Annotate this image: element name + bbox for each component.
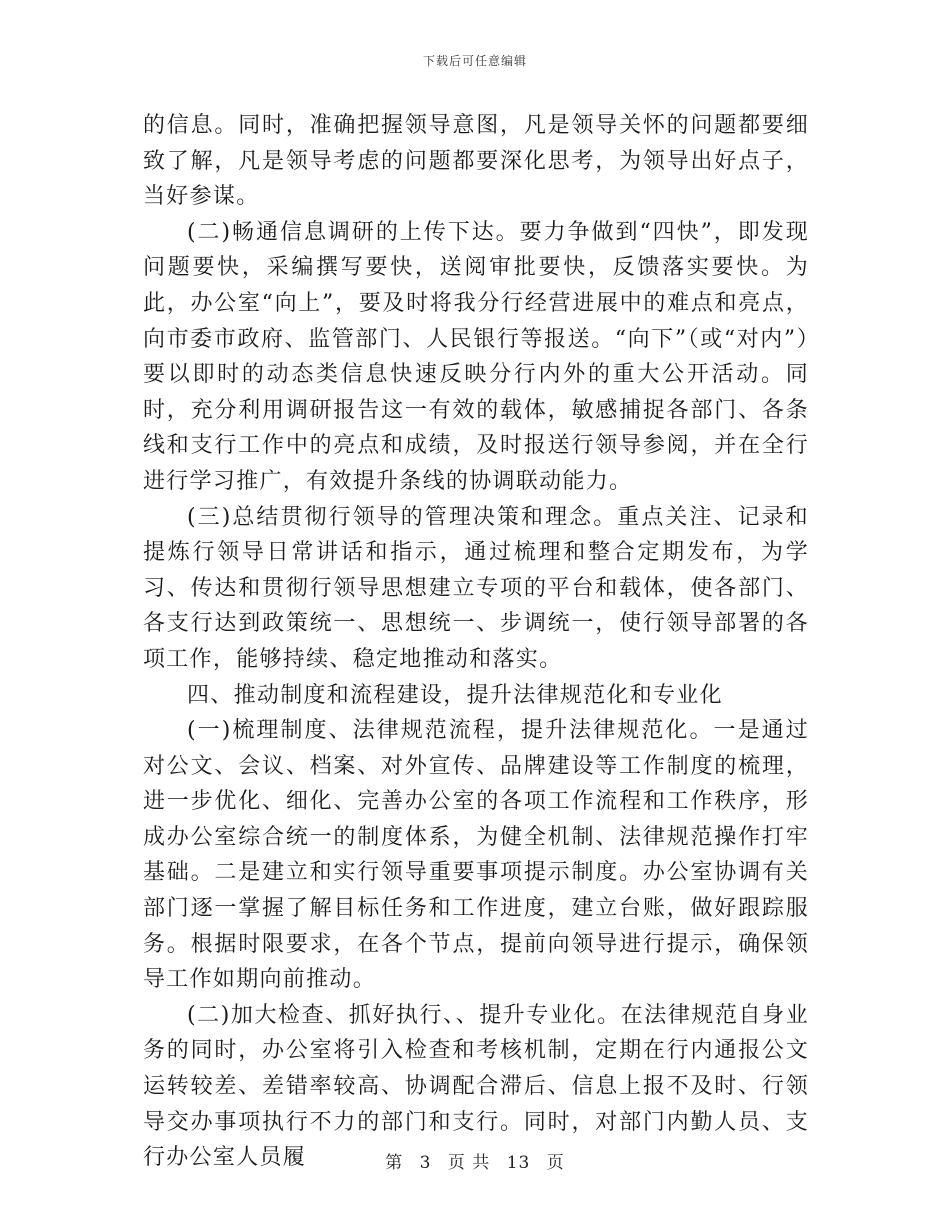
- paragraph-section4-item-1: (一)梳理制度、法律规范流程，提升法律规范化。一是通过对公文、会议、档案、对外宣传、品牌建设等工作制度的梳理，进一步优化、细化、完善办公室的各项工作流程和工作秩序，形成办公室综合统一的制度体系，为健全机制、法律规范操作打牢基础。二是建立和实行领导重要事项提示制度。办公室协调有关部门逐一掌握了解目标任务和工作进度，建立台账，做好跟踪服务。根据时限要求，在各个节点，提前向领导进行提示，确保领导工作如期向前推动。: [143, 718, 809, 993]
- paragraph-section4-item-2: (二)加大检查、抓好执行、、提升专业化。在法律规范自身业务的同时，办公室将引入检查和考核机制，定期在行内通报公文运转较差、差错率较高、协调配合滞后、信息上报不及时、行领导交办事项执行不力的部门和支行。同时，对部门内勤人员、支行办公室人员履: [143, 1002, 809, 1171]
- paragraph-continuation: 的信息。同时，准确把握领导意图，凡是领导关怀的问题都要细致了解，凡是领导考虑的问题都要深化思考，为领导出好点子，当好参谋。: [143, 113, 809, 210]
- total-page-count: 13: [506, 1153, 531, 1173]
- paragraph-item-2: (二)畅通信息调研的上传下达。要力争做到“四快”，即发现问题要快，采编撰写要快，送阅审批要快，反馈落实要快。为此，办公室“向上”，要及时将我分行经营进展中的难点和亮点，向市委市政府、监管部门、人民银行等报送。“向下”（或“对内”）要以即时的动态类信息快速反映分行内外的重大公开活动。同时，充分利用调研报告这一有效的载体，敏感捕捉各部门、各条线和支行工作中的亮点和成绩，及时报送行领导参阅，并在全行进行学习推广，有效提升条线的协调联动能力。: [143, 219, 809, 494]
- page-footer: [0, 1148, 950, 1173]
- footer-middle: 页 共: [447, 1153, 491, 1173]
- page-header: 下载后可任意编辑: [422, 54, 527, 68]
- current-page-number: 3: [419, 1153, 432, 1173]
- footer-suffix: 页: [546, 1153, 565, 1173]
- section-heading-4: 四、推动制度和流程建设，提升法律规范化和专业化: [187, 682, 723, 708]
- paragraph-item-3: (三)总结贯彻行领导的管理决策和理念。重点关注、记录和提炼行领导日常讲话和指示，通过梳理和整合定期发布，为学习、传达和贯彻行领导思想建立专项的平台和载体，使各部门、各支行达到政策统一、思想统一、步调统一，使行领导部署的各项工作，能够持续、稳定地推动和落实。: [143, 504, 809, 672]
- footer-prefix: 第: [385, 1153, 404, 1173]
- document-body: [143, 108, 809, 1176]
